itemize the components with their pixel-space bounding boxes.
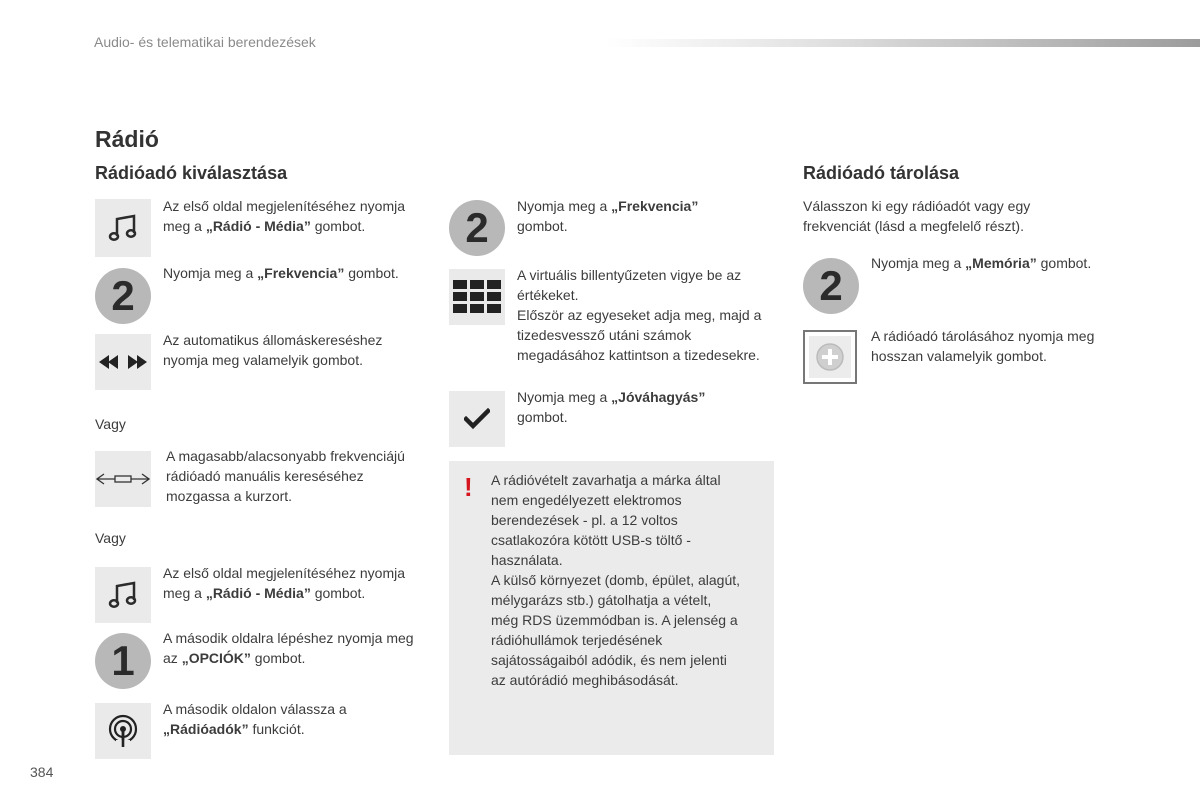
step-text-bold: „Rádióadók” xyxy=(163,721,249,737)
step-text-bold: „Memória” xyxy=(965,255,1037,271)
radio-stations-button[interactable] xyxy=(95,703,151,759)
step-text-bold: „Rádió - Média” xyxy=(205,585,311,601)
keypad-grid-icon xyxy=(453,280,501,314)
step-text-part: A második oldalra lépéshez nyomja meg az xyxy=(163,630,414,666)
step-text-bold: „Frekvencia” xyxy=(611,198,699,214)
step-text-bold: „Jóváhagyás” xyxy=(611,389,706,405)
step-badge-2: 2 xyxy=(95,268,151,324)
step-text-bold: „OPCIÓK” xyxy=(181,650,251,666)
step-text-part: gombot. xyxy=(517,218,568,234)
header-decorative-bar xyxy=(605,39,1200,47)
step-text-part: gombot. xyxy=(344,265,399,281)
step-text-part: Nyomja meg a xyxy=(163,265,258,281)
checkmark-icon xyxy=(464,408,490,430)
virtual-keypad[interactable] xyxy=(449,269,505,325)
add-preset-button[interactable] xyxy=(803,330,857,384)
step-text-auto-search: Az automatikus állomáskereséshez nyomja meg valamelyik gombot. xyxy=(163,332,383,368)
step-text-radio-stations xyxy=(163,699,413,739)
step-text-frequency xyxy=(163,263,413,283)
confirm-button[interactable] xyxy=(449,391,505,447)
step-text-part: gombot. xyxy=(310,585,366,601)
step-text-store-long-press: A rádióadó tárolásához nyomja meg hosszan valamelyik gombot. xyxy=(871,328,1095,364)
step-text-part: A második oldalon válassza a xyxy=(163,701,347,717)
warning-note-box xyxy=(449,461,774,755)
step-text-part: gombot. xyxy=(1036,255,1092,271)
step-text-memory xyxy=(871,253,1141,273)
seek-buttons-icon xyxy=(99,352,147,372)
seek-buttons[interactable] xyxy=(95,334,151,390)
store-intro-text: Válasszon ki egy rádióadót vagy egy frekvenciát (lásd a megfelelő részt). xyxy=(803,198,1031,234)
step-text-frequency xyxy=(517,196,747,236)
add-preset-icon xyxy=(815,342,845,372)
page-number: 384 xyxy=(30,764,54,780)
header-section-title: Audio- és telematikai berendezések xyxy=(94,34,316,50)
warning-note-text: A rádióvételt zavarhatja a márka által nem engedélyezett elektromos berendezések - pl. a 12 voltos csatlakozóra kötött USB-s töltő -használata. A külső környezet (domb, épület, alagút, mélygarázs stb.) gátolhatja a vételt, még RDS üzemmódban is. A jelenség a rádióhullámok terjedésének sajátosságaiból adódik, és nem jelenti az autórádió meghibásodását. xyxy=(491,472,741,688)
radio-media-button[interactable] xyxy=(95,567,151,623)
step-text-part: gombot. xyxy=(517,409,568,425)
step-text-part: Nyomja meg a xyxy=(871,255,966,271)
step-text-confirm xyxy=(517,387,747,427)
add-preset-button-inner xyxy=(809,336,851,378)
section-title-store-station: Rádióadó tárolása xyxy=(803,163,960,183)
step-text-bold: „Frekvencia” xyxy=(257,265,345,281)
step-badge-1: 1 xyxy=(95,633,151,689)
step-text-part: Nyomja meg a xyxy=(517,198,612,214)
step-text-radio-media xyxy=(163,563,413,603)
step-text-part: Az első oldal megjelenítéséhez nyomja meg a xyxy=(163,198,406,234)
or-label: Vagy xyxy=(95,530,126,546)
section-title-select-station: Rádióadó kiválasztása xyxy=(95,163,288,183)
step-text-part: Nyomja meg a xyxy=(517,389,612,405)
warning-exclamation-icon: ! xyxy=(464,472,473,502)
music-note-icon xyxy=(107,579,139,611)
music-note-icon xyxy=(107,212,139,244)
step-text-options xyxy=(163,628,418,668)
radio-antenna-icon xyxy=(106,714,140,748)
step-badge-2: 2 xyxy=(449,200,505,256)
step-badge-2: 2 xyxy=(803,258,859,314)
frequency-slider[interactable] xyxy=(95,451,151,507)
step-text-bold: „Rádió - Média” xyxy=(205,218,311,234)
or-label: Vagy xyxy=(95,416,126,432)
radio-media-button[interactable] xyxy=(95,199,151,257)
slider-cursor-icon xyxy=(96,472,150,486)
step-text-manual-search: A magasabb/alacsonyabb frekvenciájú rádióadó manuális kereséséhez mozgassa a kurzort. xyxy=(166,448,405,504)
page-title: Rádió xyxy=(95,126,159,152)
step-text-part: gombot. xyxy=(310,218,366,234)
step-text-part: Az első oldal megjelenítéséhez nyomja meg a xyxy=(163,565,406,601)
step-text-radio-media xyxy=(163,196,413,236)
step-text-keypad: A virtuális billentyűzeten vigye be az értékeket. Először az egyeseket adja meg, majd a tizedesvessző utáni számok megadásához kattintson a tizedesekre. xyxy=(517,267,762,363)
step-text-part: gombot. xyxy=(250,650,306,666)
step-text-part: funkciót. xyxy=(248,721,305,737)
